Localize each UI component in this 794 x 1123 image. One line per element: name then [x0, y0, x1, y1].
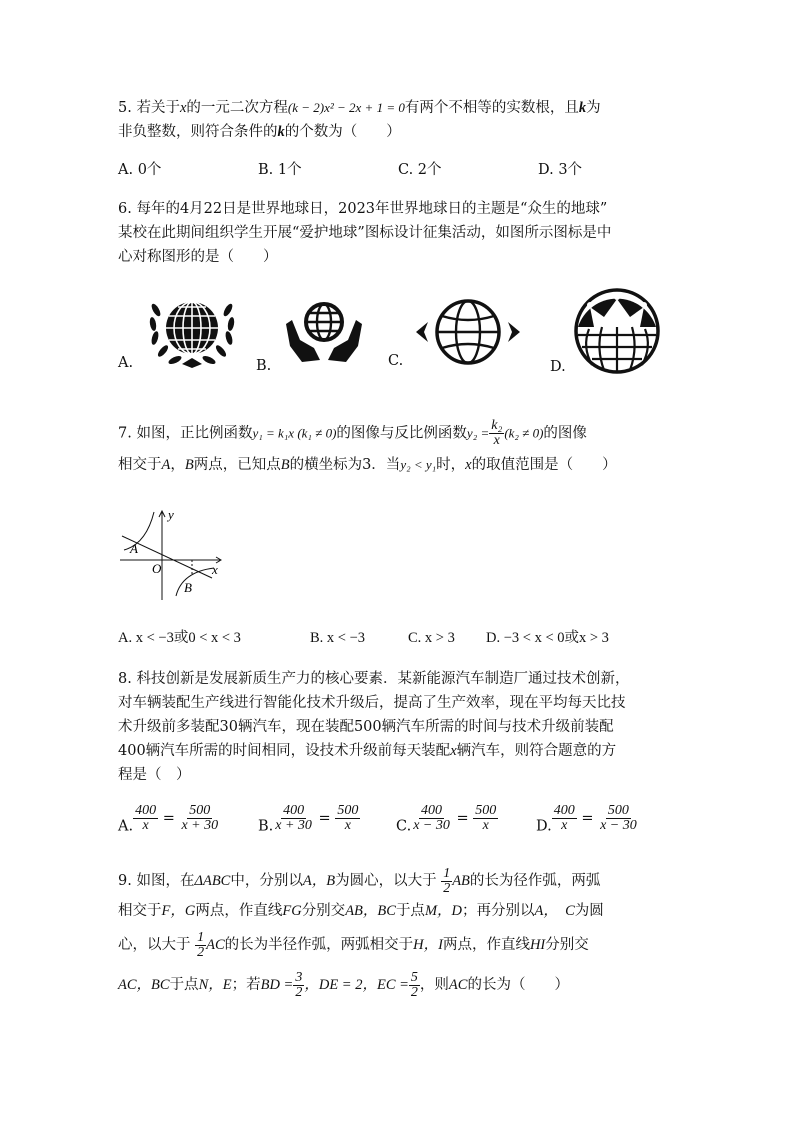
y-axis-label: y — [168, 507, 174, 522]
q7-option-c: C. x > 3 — [408, 630, 455, 646]
globe-brackets-icon — [410, 294, 526, 370]
q7-inverse-fraction: $\frac{\text{k₂}}{x}$ — [491, 418, 503, 448]
q5-option-a: A. 0个 — [118, 162, 162, 178]
q6-label-b: B. — [256, 358, 272, 374]
hyperbola-branch-right — [176, 568, 214, 596]
q7-option-a: A. x < −3或0 < x < 3 — [118, 630, 241, 646]
q6-label-c: C. — [388, 353, 404, 369]
point-b-label: B — [184, 580, 192, 595]
q8-line4: 400辆汽车所需的时间相同，设技术升级前每天装配x辆汽车，则符合题意的方 — [118, 743, 617, 759]
q5-line1: 5. 若关于x的一元二次方程(k − 2)x² − 2x + 1 = 0有两个不相等的实数根，且k为 — [118, 100, 601, 116]
q5-equation: (k − 2)x² − 2x + 1 = 0 — [287, 100, 405, 115]
q8-line5: 程是（ ） — [118, 767, 191, 783]
q7-option-b: B. x < −3 — [310, 630, 366, 646]
hands-globe-icon — [282, 296, 366, 366]
q8-option-b: B. $\frac{400}{x + 30}$ = $\frac{500}{x}$ — [258, 803, 359, 835]
q8-line2: 对车辆装配生产线进行智能化技术升级后，提高了生产效率，现在平均每天比技 — [118, 695, 626, 711]
q8-option-c: C. $\frac{400}{x - 30}$ = $\frac{500}{x}$ — [396, 803, 497, 835]
q9-line2: 相交于F，G两点，作直线FG分别交AB，BC于点M，D；再分别以A， C为圆 — [118, 903, 604, 919]
q8-option-d: D. $\frac{400}{x}$ = $\frac{500}{x - 30}$ — [536, 803, 637, 835]
q6-line1: 6. 每年的4月22日是世界地球日，2023年世界地球日的主题是“众生的地球” — [118, 201, 608, 217]
point-a-label: A — [130, 541, 138, 556]
q5-option-c: C. 2个 — [398, 162, 442, 178]
q7-line2: 相交于A，B两点，已知点B的横坐标为3．当y₂ < y₁时，x的取值范围是（ ） — [118, 457, 617, 473]
globe-laurel-icon — [142, 292, 242, 372]
crown-globe-icon — [572, 287, 662, 375]
origin-label: O — [152, 561, 162, 576]
q7-proportional-function: y₁ = k₁x (k₁ ≠ 0) — [252, 425, 337, 441]
q7-line1: 7. 如图，正比例函数y₁ = k₁x (k₁ ≠ 0)的图像与反比例函数y₂ = $\frac{\text{k₂}}{x}$ (k₂ ≠ 0)的图像 — [118, 418, 587, 448]
q5-option-b: B. 1个 — [258, 162, 302, 178]
q7-function-graph — [116, 506, 226, 602]
q9-line3: 心，以大于 $\frac{1}{2}$ AC的长为半径作弧，两弧相交于H，I两点，作直线HI分别交 — [118, 929, 589, 960]
q6-label-d: D. — [550, 359, 566, 375]
q9-line1: 9. 如图，在ΔABC中，分别以A，B为圆心，以大于 $\frac{1}{2}$ AB的长为径作弧，两弧 — [118, 865, 601, 896]
q8-option-a: A. $\frac{400}{x}$ = $\frac{500}{x + 30}$ — [118, 803, 219, 835]
q5-line2: 非负整数，则符合条件的k的个数为（ ） — [118, 124, 401, 140]
q7-option-d: D. −3 < x < 0或x > 3 — [486, 630, 609, 646]
q6-line3: 心对称图形的是（ ） — [118, 249, 278, 265]
q6-label-a: A. — [118, 355, 134, 371]
q6-line2: 某校在此期间组织学生开展“爱护地球”图标设计征集活动，如图所示图标是中 — [118, 225, 612, 241]
q5-option-d: D. 3个 — [538, 162, 583, 178]
q8-line3: 术升级前多装配30辆汽车，现在装配500辆汽车所需的时间与技术升级前装配 — [118, 719, 614, 735]
q8-line1: 8. 科技创新是发展新质生产力的核心要素．某新能源汽车制造厂通过技术创新， — [118, 671, 630, 687]
q9-line4: AC，BC于点N，E；若BD = $\frac{3}{2}$ ，DE = 2，EC = $\frac{5}{2}$ ，则AC的长为（ ） — [118, 969, 569, 1000]
x-axis-label: x — [212, 562, 218, 577]
